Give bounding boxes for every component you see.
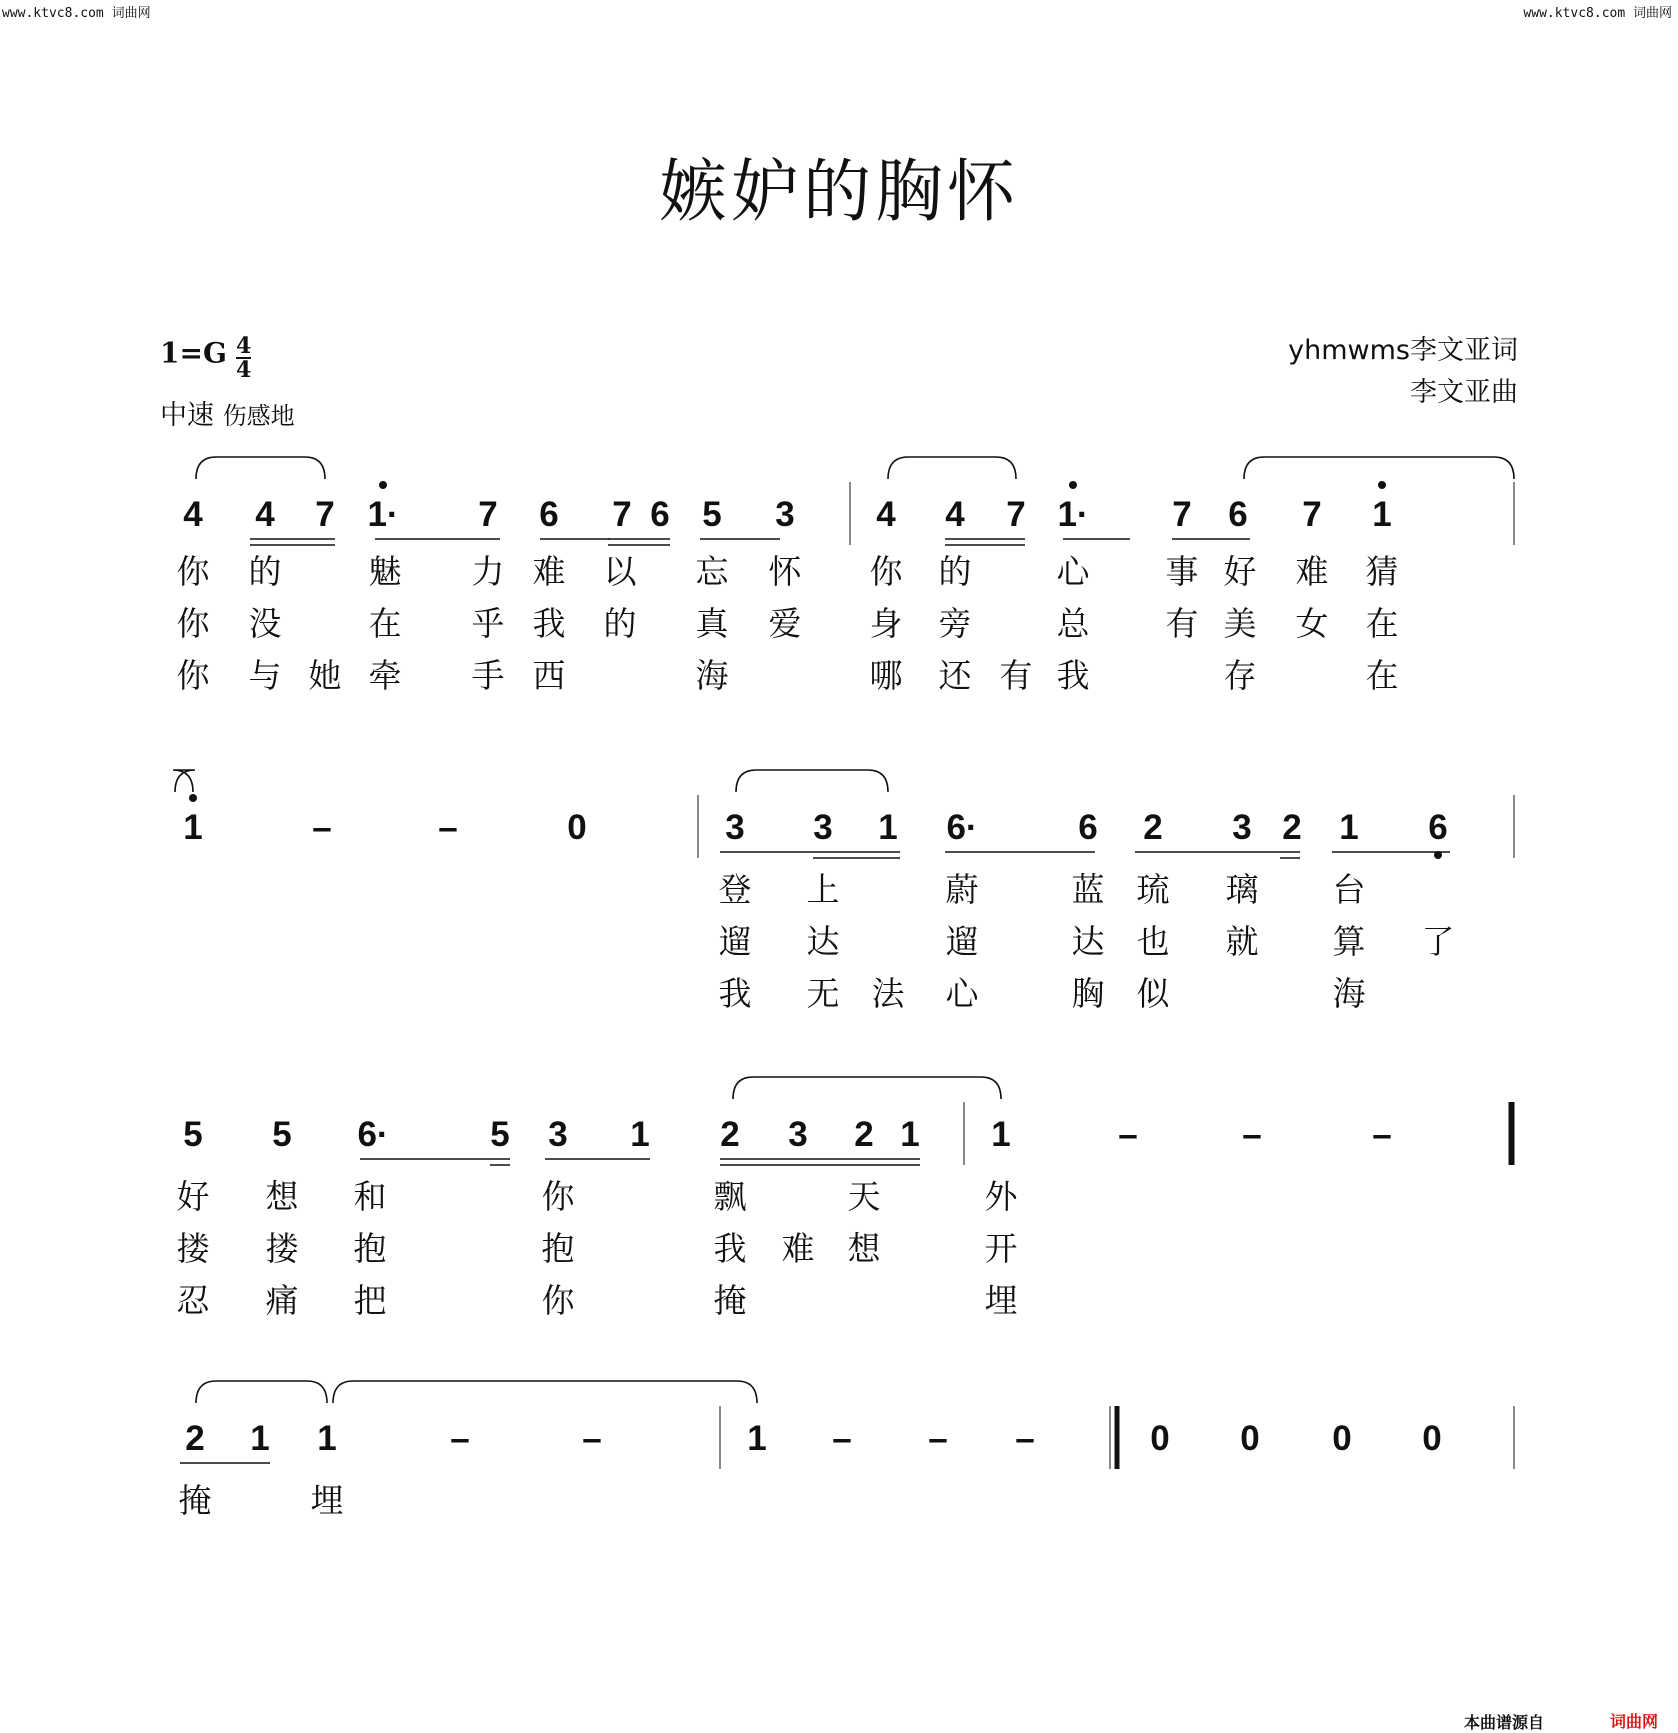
lyric-char: 怀 — [768, 552, 802, 591]
lyric-char: 抱 — [541, 1229, 575, 1268]
note: 5 — [490, 1115, 510, 1154]
lyric-char: 遛 — [945, 922, 979, 961]
slur — [333, 1381, 757, 1403]
lyric-char: 抱 — [353, 1229, 387, 1268]
lyric-char: 我 — [713, 1229, 747, 1268]
note: 1 — [900, 1115, 920, 1154]
lyric-char: 西 — [532, 656, 566, 695]
note: 7 — [1302, 495, 1322, 534]
lyric-char: 难 — [1295, 552, 1329, 591]
lyric-char: 与 — [248, 656, 282, 695]
note: 3 — [1232, 808, 1252, 847]
time-top: 4 — [235, 333, 252, 359]
lyric-char: 了 — [1421, 922, 1455, 961]
note: 1· — [367, 495, 399, 534]
lyric-char: 乎 — [471, 604, 505, 643]
lyric-char: 算 — [1332, 922, 1366, 961]
note: 2 — [854, 1115, 874, 1154]
lyric-char: 蔚 — [945, 870, 979, 909]
note: 1 — [878, 808, 898, 847]
lyric-char: 我 — [718, 974, 752, 1013]
lyric-char: 琉 — [1136, 870, 1170, 909]
note: 7 — [478, 495, 498, 534]
note: 1 — [630, 1115, 650, 1154]
note: 0 — [1422, 1419, 1442, 1458]
lyric-char: 的 — [938, 552, 972, 591]
lyric-char: 牵 — [368, 656, 402, 695]
note: 1 — [1372, 495, 1392, 534]
octave-dot-high — [1378, 481, 1386, 489]
octave-dot-high — [189, 794, 197, 802]
lyric-char: 璃 — [1225, 870, 1259, 909]
lyric-char: 在 — [1365, 604, 1399, 643]
lyric-char: 天 — [847, 1177, 881, 1216]
site-logo: 词曲网 — [1610, 1712, 1659, 1731]
note: 1 — [250, 1419, 270, 1458]
note: – — [1118, 1115, 1138, 1154]
note: – — [438, 808, 458, 847]
note: 6 — [1428, 808, 1448, 847]
lyric-char: 没 — [248, 604, 282, 643]
lyric-char: 哪 — [869, 656, 903, 695]
slur — [733, 1077, 1001, 1099]
note: 6 — [539, 495, 559, 534]
tempo-mood: 伤感地 — [222, 402, 295, 430]
note: 7 — [612, 495, 632, 534]
lyric-char: 的 — [248, 552, 282, 591]
lyric-char: 蓝 — [1071, 870, 1105, 909]
note: 3 — [775, 495, 795, 534]
lyric-char: 海 — [695, 656, 729, 695]
lyric-char: 掩 — [713, 1281, 747, 1320]
lyric-char: 搂 — [265, 1229, 299, 1268]
note: 0 — [1240, 1419, 1260, 1458]
lyric-char: 爱 — [768, 604, 802, 643]
lyric-char: 无 — [806, 974, 840, 1013]
note: 2 — [185, 1419, 205, 1458]
composer-credit: 李文亚曲 — [1410, 377, 1518, 408]
octave-dot-high — [1069, 481, 1077, 489]
lyric-char: 真 — [695, 604, 729, 643]
lyric-char: 外 — [984, 1177, 1018, 1216]
note: 2 — [1143, 808, 1163, 847]
lyric-char: 上 — [806, 870, 840, 909]
note: – — [450, 1419, 470, 1458]
note: – — [1015, 1419, 1035, 1458]
lyric-char: 和 — [353, 1177, 387, 1216]
lyric-char: 好 — [176, 1177, 210, 1216]
slur — [736, 770, 888, 792]
note: 1 — [991, 1115, 1011, 1154]
lyric-char: 有 — [999, 656, 1033, 695]
tempo-speed: 中速 — [160, 400, 214, 431]
lyric-char: 以 — [603, 552, 637, 591]
lyric-char: 忘 — [695, 552, 729, 591]
song-title: 嫉妒的胸怀 — [658, 153, 1019, 232]
lyric-char: 的 — [603, 604, 637, 643]
note: 3 — [548, 1115, 568, 1154]
note: – — [928, 1419, 948, 1458]
lyric-char: 旁 — [938, 604, 972, 643]
lyric-char: 手 — [471, 656, 505, 695]
lyric-char: 似 — [1136, 974, 1170, 1013]
note: 2 — [720, 1115, 740, 1154]
note: 6· — [357, 1115, 389, 1154]
lyric-char: 心 — [1056, 552, 1090, 591]
note: 3 — [725, 808, 745, 847]
lyric-char: 就 — [1225, 922, 1259, 961]
lyric-char: 搂 — [176, 1229, 210, 1268]
note: 4 — [945, 495, 965, 534]
lyric-char: 存 — [1223, 656, 1257, 695]
note: 5 — [702, 495, 722, 534]
note: 3 — [788, 1115, 808, 1154]
lyric-char: 力 — [471, 552, 505, 591]
lyric-char: 你 — [541, 1177, 575, 1216]
lyric-char: 总 — [1056, 604, 1090, 643]
lyric-char: 法 — [871, 974, 905, 1013]
slur — [173, 770, 195, 792]
note: 7 — [315, 495, 335, 534]
lyric-char: 掩 — [178, 1481, 212, 1520]
note: – — [832, 1419, 852, 1458]
note: 3 — [813, 808, 833, 847]
lyric-char: 想 — [847, 1229, 881, 1268]
note: 1 — [747, 1419, 767, 1458]
note: 4 — [876, 495, 896, 534]
note: 5 — [183, 1115, 203, 1154]
lyric-char: 你 — [176, 552, 210, 591]
slur — [888, 457, 1016, 479]
source-label: 本曲谱源自 — [1464, 1713, 1545, 1732]
lyric-char: 事 — [1165, 552, 1199, 591]
lyric-char: 你 — [869, 552, 903, 591]
lyric-char: 在 — [368, 604, 402, 643]
lyric-char: 她 — [308, 656, 342, 695]
lyric-char: 你 — [176, 656, 210, 695]
note: – — [1372, 1115, 1392, 1154]
lyric-char: 我 — [1056, 656, 1090, 695]
lyric-char: 心 — [945, 974, 979, 1013]
note: 6 — [1078, 808, 1098, 847]
lyric-char: 忍 — [176, 1281, 210, 1320]
lyric-char: 你 — [176, 604, 210, 643]
note: 1 — [183, 808, 203, 847]
note: 6 — [1228, 495, 1248, 534]
lyric-char: 在 — [1365, 656, 1399, 695]
note: 2 — [1282, 808, 1302, 847]
lyric-char: 埋 — [984, 1281, 1018, 1320]
lyric-char: 台 — [1332, 870, 1366, 909]
note: – — [312, 808, 332, 847]
lyric-char: 还 — [938, 656, 972, 695]
note: – — [582, 1419, 602, 1458]
lyric-char: 猜 — [1365, 552, 1399, 591]
note: 1 — [317, 1419, 337, 1458]
lyric-char: 埋 — [310, 1481, 344, 1520]
lyric-char: 达 — [806, 922, 840, 961]
lyric-char: 你 — [541, 1281, 575, 1320]
lyric-char: 开 — [984, 1229, 1018, 1268]
lyric-char: 登 — [718, 870, 752, 909]
lyric-char: 飘 — [713, 1177, 747, 1216]
note: 0 — [567, 808, 587, 847]
octave-dot-high — [379, 481, 387, 489]
slur — [1244, 457, 1514, 479]
time-bottom: 4 — [235, 357, 252, 383]
watermark-left: www.ktvc8.com 词曲网 — [2, 6, 151, 21]
note: 7 — [1172, 495, 1192, 534]
lyric-char: 难 — [781, 1229, 815, 1268]
lyric-char: 把 — [353, 1281, 387, 1320]
lyricist-credit: yhmwms李文亚词 — [1288, 335, 1518, 366]
note: 5 — [272, 1115, 292, 1154]
note: 7 — [1006, 495, 1026, 534]
note: 6 — [650, 495, 670, 534]
watermark-right: www.ktvc8.com 词曲网 — [1523, 6, 1672, 21]
note: 1 — [1339, 808, 1359, 847]
note: 0 — [1150, 1419, 1170, 1458]
lyric-char: 也 — [1136, 922, 1170, 961]
lyric-char: 我 — [532, 604, 566, 643]
note: 1· — [1057, 495, 1089, 534]
lyric-char: 痛 — [265, 1281, 299, 1320]
note: 4 — [183, 495, 203, 534]
note: – — [1242, 1115, 1262, 1154]
lyric-char: 海 — [1332, 974, 1366, 1013]
lyric-char: 想 — [265, 1177, 299, 1216]
lyric-char: 难 — [532, 552, 566, 591]
lyric-char: 好 — [1223, 552, 1257, 591]
lyric-char: 达 — [1071, 922, 1105, 961]
lyric-char: 身 — [869, 604, 903, 643]
lyric-char: 有 — [1165, 604, 1199, 643]
lyric-char: 胸 — [1071, 974, 1105, 1013]
key-label: 1=G — [160, 336, 227, 370]
slur — [196, 1381, 327, 1403]
note: 4 — [255, 495, 275, 534]
lyric-char: 女 — [1295, 604, 1329, 643]
lyric-char: 魅 — [368, 552, 402, 591]
lyric-char: 美 — [1223, 604, 1257, 643]
slur — [196, 457, 325, 479]
lyric-char: 遛 — [718, 922, 752, 961]
note: 0 — [1332, 1419, 1352, 1458]
note: 6· — [946, 808, 978, 847]
